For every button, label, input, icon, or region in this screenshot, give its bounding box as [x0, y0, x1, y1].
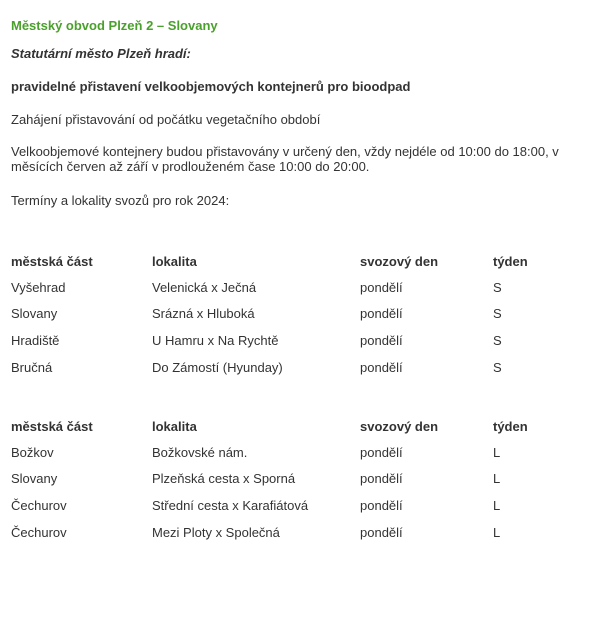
cell-district: Čechurov — [11, 498, 67, 513]
cell-location: Mezi Ploty x Společná — [152, 525, 280, 540]
paragraph-schedule-intro: Termíny a lokality svozů pro rok 2024: — [11, 193, 230, 208]
column-header-day: svozový den — [360, 419, 439, 434]
table-row — [11, 498, 571, 514]
cell-location: Do Zámostí (Hyunday) — [152, 360, 283, 375]
cell-location: Velenická x Ječná — [152, 280, 257, 295]
cell-district: Božkov — [11, 445, 54, 460]
cell-day: pondělí — [360, 498, 403, 513]
cell-location: Božkovské nám. — [152, 445, 248, 460]
cell-location: Plzeňská cesta x Sporná — [152, 471, 296, 486]
cell-day: pondělí — [360, 360, 403, 375]
cell-week: L — [493, 498, 501, 513]
column-header-location: lokalita — [152, 419, 197, 434]
cell-day: pondělí — [360, 471, 403, 486]
column-header-location: lokalita — [152, 254, 197, 269]
paragraph-hours: Velkoobjemové kontejnery budou přistavovány v určený den, vždy nejdéle od 10:00 do 18:00, v měsících červen až září v prodlouženém čase 10:00 do 20:00. — [11, 144, 559, 174]
table-header-row — [11, 419, 571, 435]
cell-district: Slovany — [11, 306, 58, 321]
column-header-district: městská část — [11, 419, 93, 434]
cell-day: pondělí — [360, 445, 403, 460]
cell-district: Čechurov — [11, 525, 67, 540]
cell-district: Hradiště — [11, 333, 60, 348]
cell-week: S — [493, 360, 502, 375]
cell-district: Vyšehrad — [11, 280, 66, 295]
subheading: Statutární město Plzeň hradí: — [11, 46, 191, 61]
page-title: Městský obvod Plzeň 2 – Slovany — [11, 18, 218, 33]
column-header-district: městská část — [11, 254, 93, 269]
column-header-day: svozový den — [360, 254, 439, 269]
cell-week: L — [493, 445, 501, 460]
cell-week: S — [493, 333, 502, 348]
paragraph-start: Zahájení přistavování od počátku vegetačního období — [11, 112, 321, 127]
table-row — [11, 280, 571, 296]
cell-week: S — [493, 306, 502, 321]
cell-location: Střední cesta x Karafiátová — [152, 498, 309, 513]
column-header-week: týden — [493, 419, 528, 434]
table-row — [11, 445, 571, 461]
table-row — [11, 471, 571, 487]
table-row — [11, 525, 571, 541]
cell-location: U Hamru x Na Rychtě — [152, 333, 279, 348]
cell-week: S — [493, 280, 502, 295]
cell-day: pondělí — [360, 525, 403, 540]
cell-week: L — [493, 525, 501, 540]
cell-day: pondělí — [360, 333, 403, 348]
table-row — [11, 360, 571, 376]
table-header-row — [11, 254, 571, 270]
cell-location: Srázná x Hluboká — [152, 306, 255, 321]
cell-day: pondělí — [360, 280, 403, 295]
lead-text: pravidelné přistavení velkoobjemových kontejnerů pro bioodpad — [11, 79, 411, 94]
cell-district: Bručná — [11, 360, 53, 375]
table-row — [11, 333, 571, 349]
cell-week: L — [493, 471, 501, 486]
column-header-week: týden — [493, 254, 528, 269]
table-row — [11, 306, 571, 322]
cell-day: pondělí — [360, 306, 403, 321]
cell-district: Slovany — [11, 471, 58, 486]
